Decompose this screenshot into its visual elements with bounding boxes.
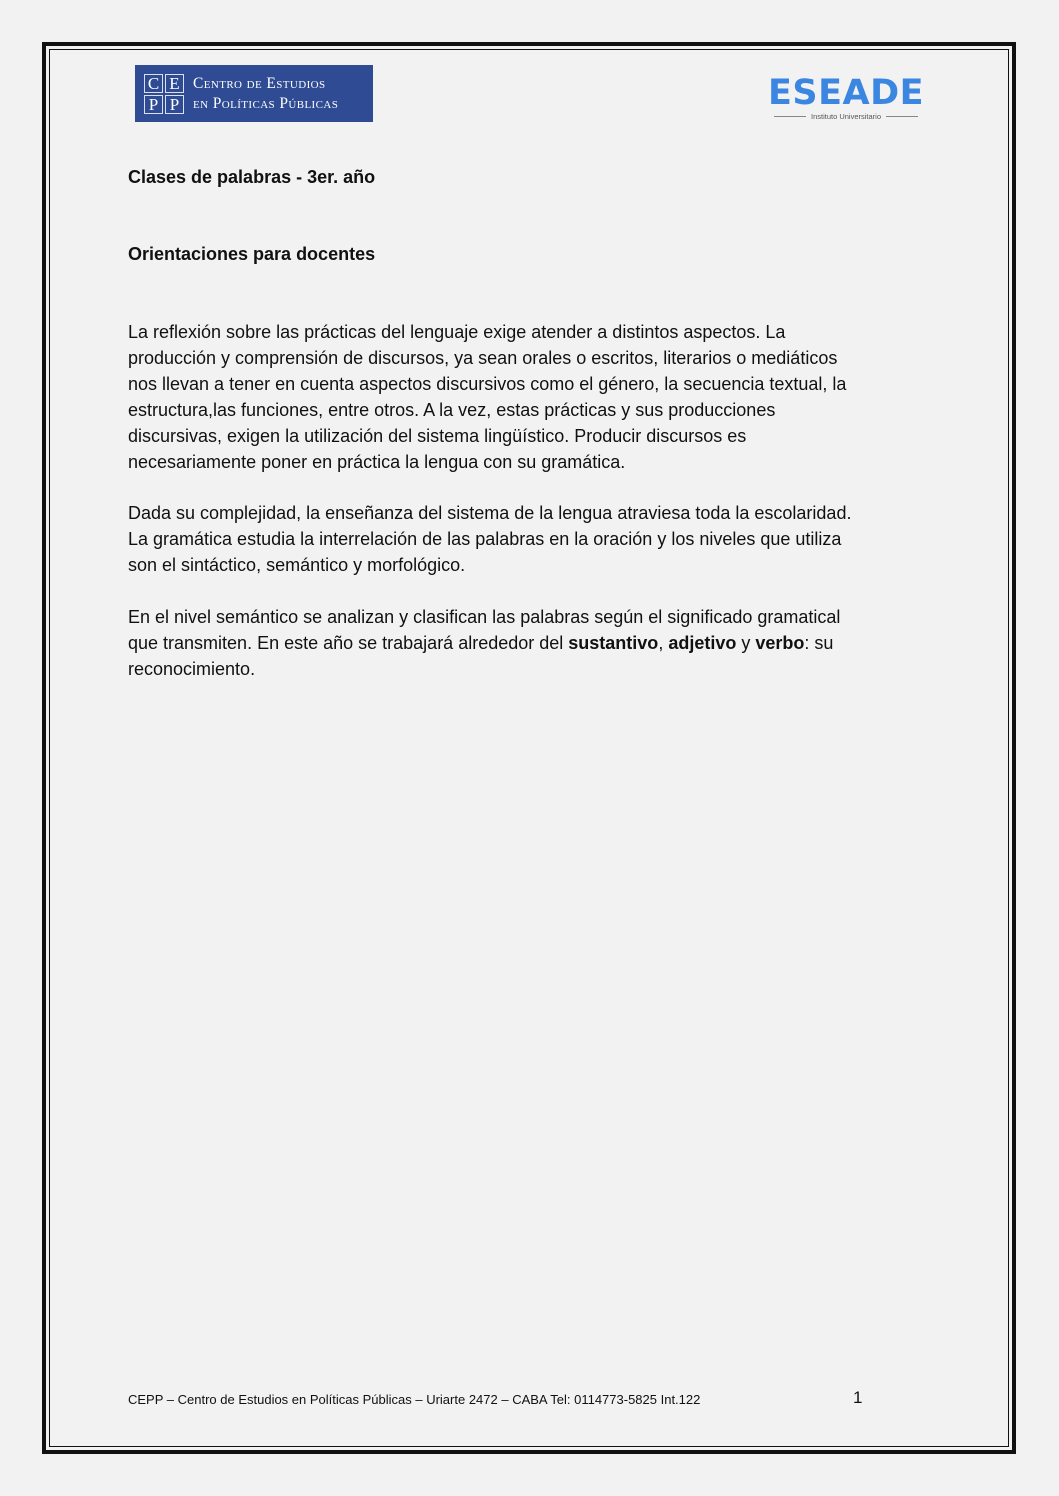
footer-contact: CEPP – Centro de Estudios en Políticas Públicas – Uriarte 2472 – CABA Tel: 0114773-5825 Int.122 <box>128 1392 701 1407</box>
paragraph-line: nos llevan a tener en cuenta aspectos discursivos como el género, la secuencia textual, la <box>128 374 847 394</box>
cepp-logo <box>135 65 373 122</box>
term-adjetivo: adjetivo <box>668 633 737 653</box>
paragraph-line: La reflexión sobre las prácticas del lenguaje exige atender a distintos aspectos. La <box>128 322 786 342</box>
text-segment: que transmiten. En este año se trabajará alrededor del <box>128 633 569 653</box>
document-title: Clases de palabras - 3er. año <box>128 167 376 187</box>
cepp-logo-line2: en Políticas Públicas <box>193 94 339 112</box>
eseade-logo-name: ESEADE <box>767 73 925 113</box>
page-number: 1 <box>853 1388 863 1407</box>
paragraph-line: La gramática estudia la interrelación de las palabras en la oración y los niveles que utiliza <box>128 529 842 549</box>
tagline-rule-left <box>774 116 806 117</box>
paragraph-line: Dada su complejidad, la enseñanza del sistema de la lengua atraviesa toda la escolaridad. <box>128 503 852 523</box>
paragraph-line: En el nivel semántico se analizan y clasifican las palabras según el significado gramatical <box>128 607 841 627</box>
paragraph-line: necesariamente poner en práctica la lengua con su gramática. <box>128 452 626 472</box>
cepp-logo-mark <box>144 74 184 114</box>
paragraph-grammar <box>128 500 928 578</box>
paragraph-intro <box>128 319 928 475</box>
paragraph-semantic <box>128 604 928 682</box>
paragraph-line: son el sintáctico, semántico y morfológico. <box>128 555 466 575</box>
cepp-letter: E <box>165 74 184 93</box>
paragraph-line: estructura,las funciones, entre otros. A la vez, estas prácticas y sus producciones <box>128 400 776 420</box>
term-verbo: verbo <box>755 633 805 653</box>
paragraph-line: reconocimiento. <box>128 659 256 679</box>
paragraph-line: producción y comprensión de discursos, ya sean orales o escritos, literarios o mediáticos <box>128 348 838 368</box>
paragraph-line-with-terms <box>128 630 928 656</box>
text-separator: y <box>736 633 756 653</box>
cepp-logo-text <box>193 74 338 114</box>
tagline-rule-right <box>886 116 918 117</box>
eseade-logo <box>765 74 927 124</box>
eseade-logo-tagline: Instituto Universitario <box>810 112 882 121</box>
cepp-letter: P <box>144 95 163 114</box>
document-subtitle: Orientaciones para docentes <box>128 244 376 264</box>
text-separator: , <box>658 633 669 653</box>
cepp-letter: P <box>165 95 184 114</box>
cepp-letter: C <box>144 74 163 93</box>
term-sustantivo: sustantivo <box>568 633 659 653</box>
eseade-logo-tagline-row <box>765 112 927 121</box>
cepp-logo-line1: Centro de Estudios <box>193 74 326 92</box>
paragraph-line: discursivas, exigen la utilización del sistema lingüístico. Producir discursos es <box>128 426 747 446</box>
text-segment: : su <box>804 633 834 653</box>
